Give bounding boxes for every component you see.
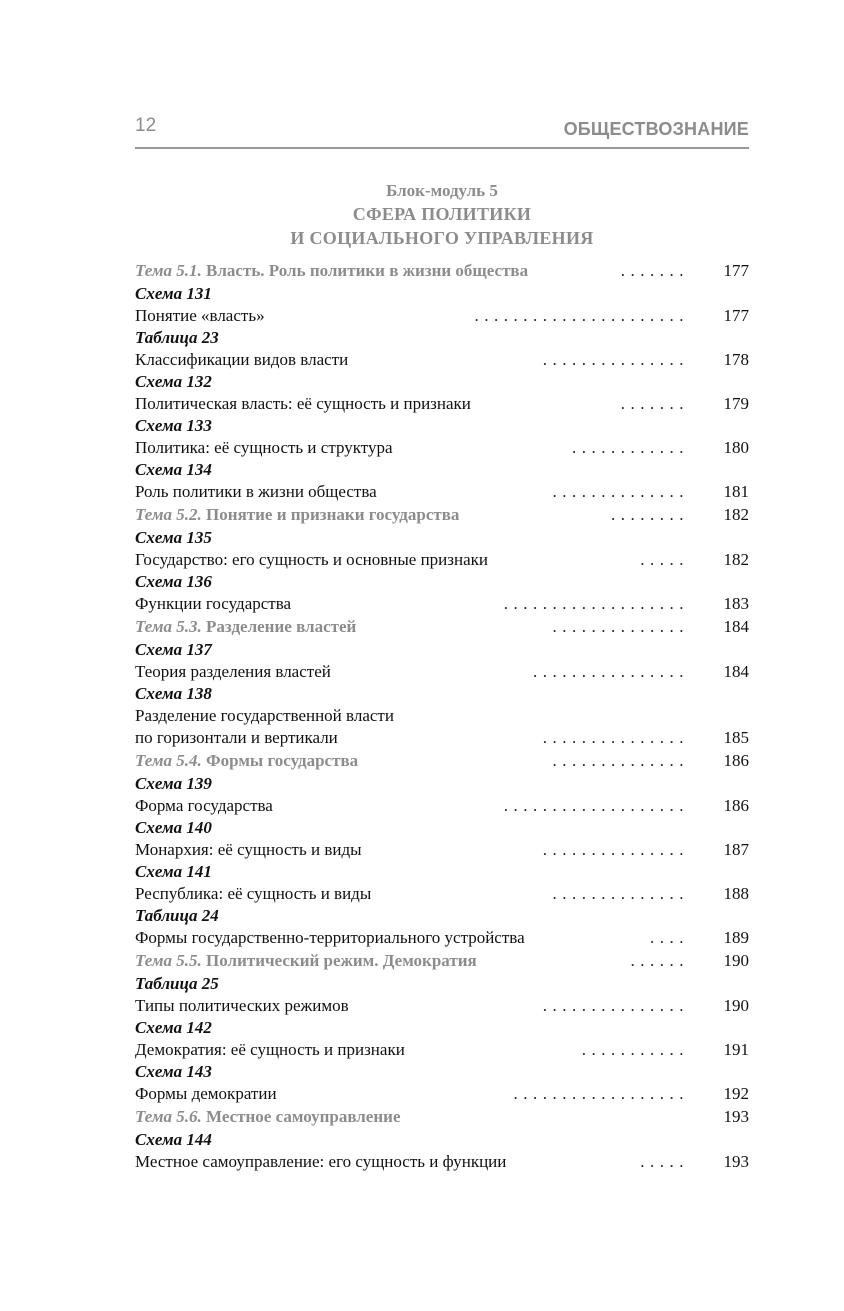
dot-leader: ..... bbox=[640, 550, 689, 569]
toc-caption bbox=[135, 639, 749, 661]
toc-caption bbox=[135, 861, 749, 883]
toc-theme-entry bbox=[135, 503, 749, 527]
dot-leader: ...................... bbox=[474, 306, 689, 325]
dot-leader: ....... bbox=[620, 394, 689, 413]
dot-leader: ................... bbox=[503, 796, 689, 815]
page-ref: 186 bbox=[723, 751, 749, 770]
theme-label: Тема 5.2. bbox=[135, 505, 202, 524]
page-ref: 177 bbox=[723, 306, 749, 325]
item-title: Монархия: её сущность и виды bbox=[135, 840, 362, 859]
toc-item bbox=[135, 883, 749, 905]
page-ref: 180 bbox=[723, 438, 749, 457]
page-ref: 179 bbox=[723, 394, 749, 413]
toc-item bbox=[135, 1039, 749, 1061]
caption-label: Таблица 23 bbox=[135, 328, 219, 347]
page-ref: 181 bbox=[723, 482, 749, 501]
toc-caption bbox=[135, 683, 749, 705]
page-ref: 186 bbox=[723, 796, 749, 815]
item-title: Классификации видов власти bbox=[135, 350, 349, 369]
item-title: Республика: её сущность и виды bbox=[135, 884, 372, 903]
dot-leader: ...... bbox=[630, 951, 689, 970]
toc-item bbox=[135, 437, 749, 459]
dot-leader: ........ bbox=[611, 505, 689, 524]
caption-label: Схема 135 bbox=[135, 528, 212, 547]
item-title: Типы политических режимов bbox=[135, 996, 349, 1015]
item-title: Демократия: её сущность и признаки bbox=[135, 1040, 405, 1059]
block-title-line2: И СОЦИАЛЬНОГО УПРАВЛЕНИЯ bbox=[290, 228, 594, 248]
theme-label: Тема 5.1. bbox=[135, 261, 202, 280]
dot-leader: ............... bbox=[542, 840, 689, 859]
theme-title: Власть. Роль политики в жизни общества bbox=[201, 261, 529, 280]
caption-label: Таблица 25 bbox=[135, 974, 219, 993]
toc-item bbox=[135, 839, 749, 861]
caption-label: Схема 143 bbox=[135, 1062, 212, 1081]
toc-item bbox=[135, 1083, 749, 1105]
theme-title: Понятие и признаки государства bbox=[201, 505, 460, 524]
toc-item bbox=[135, 549, 749, 571]
toc-item bbox=[135, 927, 749, 949]
toc-item bbox=[135, 1151, 749, 1173]
caption-label: Схема 132 bbox=[135, 372, 212, 391]
page-ref: 177 bbox=[723, 261, 749, 280]
page-ref: 182 bbox=[723, 550, 749, 569]
dot-leader: ................... bbox=[503, 594, 689, 613]
toc-caption bbox=[135, 773, 749, 795]
page-ref: 190 bbox=[723, 951, 749, 970]
toc-theme-entry bbox=[135, 1105, 749, 1129]
page-header bbox=[135, 113, 749, 149]
dot-leader: .............. bbox=[552, 482, 689, 501]
dot-leader: .............. bbox=[552, 884, 689, 903]
toc-caption bbox=[135, 371, 749, 393]
item-title: Роль политики в жизни общества bbox=[135, 482, 377, 501]
block-title-line1: СФЕРА ПОЛИТИКИ bbox=[352, 204, 532, 224]
item-title: Местное самоуправление: его сущность и функции bbox=[135, 1152, 507, 1171]
toc-caption bbox=[135, 571, 749, 593]
theme-label: Тема 5.5. bbox=[135, 951, 202, 970]
dot-leader: .............. bbox=[552, 617, 689, 636]
item-title: Политическая власть: её сущность и признаки bbox=[135, 394, 471, 413]
page-ref: 193 bbox=[723, 1152, 749, 1171]
page-ref: 189 bbox=[723, 928, 749, 947]
caption-label: Схема 140 bbox=[135, 818, 212, 837]
toc-caption bbox=[135, 415, 749, 437]
toc-caption bbox=[135, 1061, 749, 1083]
dot-leader: ..... bbox=[640, 1152, 689, 1171]
toc-caption bbox=[135, 817, 749, 839]
item-title: Разделение государственной власти bbox=[135, 706, 394, 725]
page-ref: 184 bbox=[723, 617, 749, 636]
page-ref: 182 bbox=[723, 505, 749, 524]
theme-label: Тема 5.6. bbox=[135, 1107, 202, 1126]
caption-label: Схема 141 bbox=[135, 862, 212, 881]
table-of-contents bbox=[135, 259, 749, 1173]
toc-item bbox=[135, 795, 749, 817]
dot-leader: .... bbox=[650, 928, 689, 947]
toc-caption bbox=[135, 1017, 749, 1039]
theme-label: Тема 5.4. bbox=[135, 751, 202, 770]
item-title: Формы демократии bbox=[135, 1084, 277, 1103]
page-ref: 184 bbox=[723, 662, 749, 681]
caption-label: Схема 133 bbox=[135, 416, 212, 435]
page-ref: 191 bbox=[723, 1040, 749, 1059]
item-title: Форма государства bbox=[135, 796, 273, 815]
toc-item bbox=[135, 661, 749, 683]
toc-caption bbox=[135, 1129, 749, 1151]
toc-theme-entry bbox=[135, 749, 749, 773]
dot-leader: .................. bbox=[513, 1084, 689, 1103]
caption-label: Схема 144 bbox=[135, 1130, 212, 1149]
page-ref: 187 bbox=[723, 840, 749, 859]
page-number: 12 bbox=[135, 115, 157, 136]
caption-label: Схема 137 bbox=[135, 640, 212, 659]
toc-item bbox=[135, 705, 749, 727]
page-ref: 192 bbox=[723, 1084, 749, 1103]
toc-item bbox=[135, 593, 749, 615]
toc-item bbox=[135, 481, 749, 503]
toc-item bbox=[135, 393, 749, 415]
dot-leader: .............. bbox=[552, 751, 689, 770]
caption-label: Таблица 24 bbox=[135, 906, 219, 925]
theme-label: Тема 5.3. bbox=[135, 617, 202, 636]
caption-label: Схема 131 bbox=[135, 284, 212, 303]
page-ref: 178 bbox=[723, 350, 749, 369]
toc-caption bbox=[135, 283, 749, 305]
toc-caption bbox=[135, 459, 749, 481]
item-title: по горизонтали и вертикали bbox=[135, 728, 338, 747]
toc-caption bbox=[135, 905, 749, 927]
item-title: Формы государственно-территориального устройства bbox=[135, 928, 525, 947]
toc-caption bbox=[135, 973, 749, 995]
page-ref: 185 bbox=[723, 728, 749, 747]
item-title: Государство: его сущность и основные признаки bbox=[135, 550, 488, 569]
toc-theme-entry bbox=[135, 615, 749, 639]
page-ref: 183 bbox=[723, 594, 749, 613]
dot-leader: ....... bbox=[620, 261, 689, 280]
toc-caption bbox=[135, 327, 749, 349]
toc-item bbox=[135, 995, 749, 1017]
item-title: Политика: её сущность и структура bbox=[135, 438, 393, 457]
item-title: Функции государства bbox=[135, 594, 292, 613]
page-ref: 190 bbox=[723, 996, 749, 1015]
theme-title: Разделение властей bbox=[201, 617, 357, 636]
dot-leader: ............... bbox=[542, 728, 689, 747]
toc-caption bbox=[135, 527, 749, 549]
toc-item bbox=[135, 727, 749, 749]
theme-title: Местное самоуправление bbox=[201, 1107, 401, 1126]
dot-leader: ............ bbox=[572, 438, 689, 457]
dot-leader: ........... bbox=[581, 1040, 689, 1059]
caption-label: Схема 142 bbox=[135, 1018, 212, 1037]
dot-leader: ............... bbox=[542, 996, 689, 1015]
dot-leader: ............... bbox=[542, 350, 689, 369]
caption-label: Схема 136 bbox=[135, 572, 212, 591]
caption-label: Схема 139 bbox=[135, 774, 212, 793]
item-title: Понятие «власть» bbox=[135, 306, 265, 325]
caption-label: Схема 134 bbox=[135, 460, 212, 479]
toc-theme-entry bbox=[135, 259, 749, 283]
theme-title: Формы государства bbox=[201, 751, 359, 770]
toc-item bbox=[135, 305, 749, 327]
dot-leader: ................ bbox=[533, 662, 689, 681]
page-ref: 193 bbox=[723, 1107, 749, 1126]
caption-label: Схема 138 bbox=[135, 684, 212, 703]
item-title: Теория разделения властей bbox=[135, 662, 331, 681]
toc-item bbox=[135, 349, 749, 371]
toc-theme-entry bbox=[135, 949, 749, 973]
block-label: Блок-модуль 5 bbox=[386, 181, 498, 200]
theme-title: Политический режим. Демократия bbox=[201, 951, 477, 970]
page-ref: 188 bbox=[723, 884, 749, 903]
running-title: ОБЩЕСТВОЗНАНИЕ bbox=[563, 119, 749, 139]
